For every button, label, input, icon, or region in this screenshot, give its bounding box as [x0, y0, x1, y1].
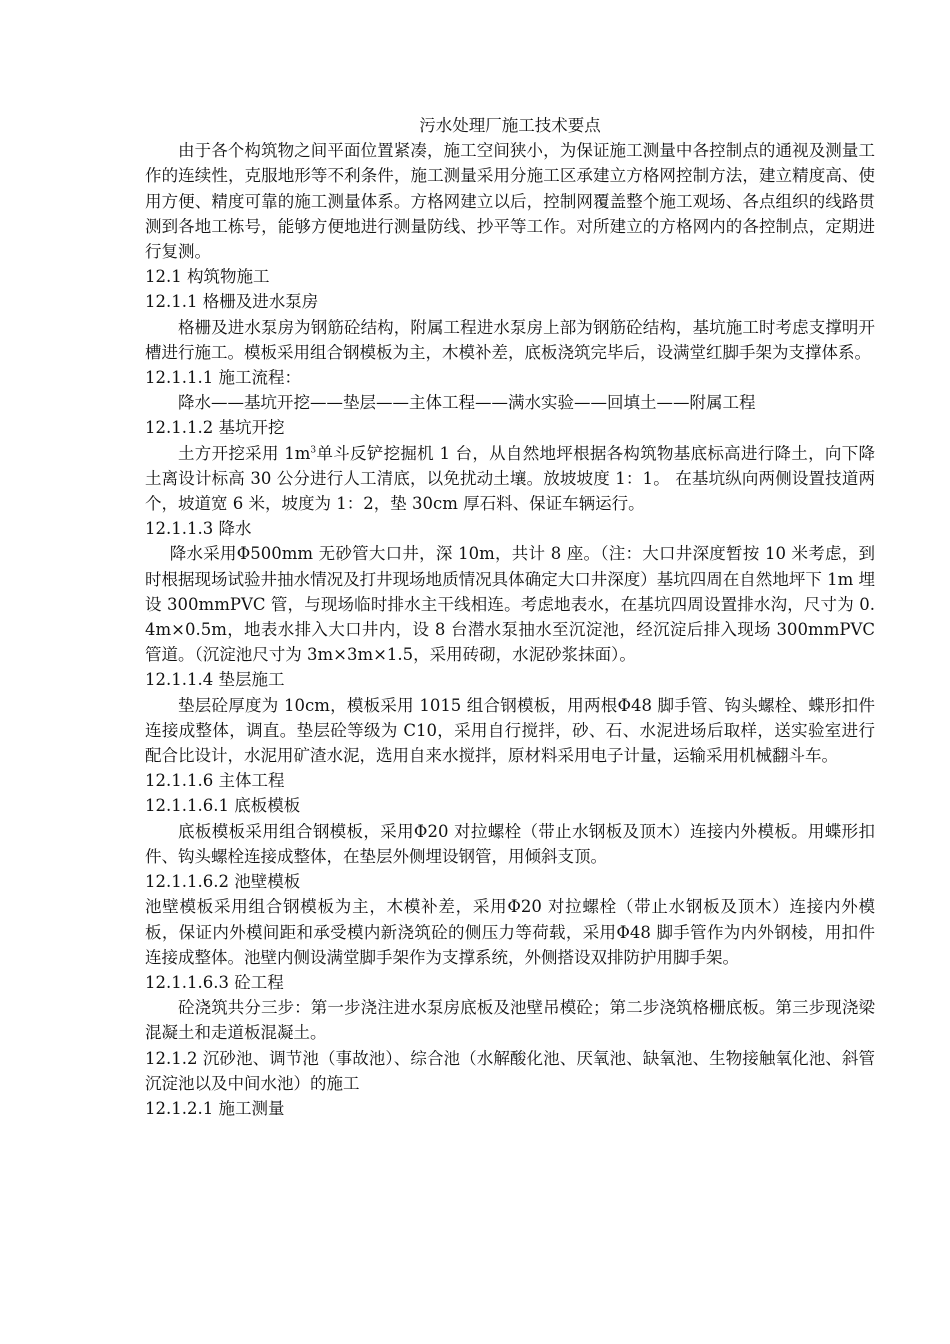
heading-12-1-1-6-3: 12.1.1.6.3 砼工程	[145, 972, 284, 992]
heading-12-1-1-6-2: 12.1.1.6.2 池壁模板	[145, 872, 301, 892]
heading-12-1-2-1: 12.1.2.1 施工测量	[145, 1098, 285, 1118]
heading-12-1-1-1: 12.1.1.1 施工流程：	[145, 368, 301, 388]
excavation-text-start: 土方开挖采用 1m	[178, 443, 311, 463]
heading-12-1-1-2: 12.1.1.2 基坑开挖	[145, 418, 285, 438]
heading-12-1-1-6: 12.1.1.6 主体工程	[145, 771, 285, 791]
heading-12-1-1-6-1: 12.1.1.6.1 底板模板	[145, 796, 301, 816]
heading-12-1: 12.1 构筑物施工	[145, 267, 270, 287]
paragraph-12-1-1-6-2: 池壁模板采用组合钢模板为主，木模补差，采用Φ20 对拉螺栓（带止水钢板及顶木）连接内外模板，保证内外模间距和承受模内新浇筑砼的侧压力等荷载，采用Φ48 脚手管作为内外钢棱，用扣件连接成整体。池壁内侧设满堂脚手架作为支撑系统，外侧搭设双排防护用脚手架。	[145, 897, 875, 967]
paragraph-12-1-1-3: 降水采用Φ500mm 无砂管大口井，深 10m，共计 8 座。（注：大口井深度暂按 10 米考虑，到时根据现场试验井抽水情况及打井现场地质情况具体确定大口井深度）基坑四周在自然地坪下 1m 埋设 300mmPVC 管，与现场临时排水主干线相连。考虑地表水，在基坑四周设置排水沟，尺寸为 0.4m×0.5m，地表水排入大口井内，设 8 台潜水泵抽水至沉淀池，经沉淀后排入现场 300mmPVC 管道。（沉淀池尺寸为 3m×3m×1.5，采用砖砌，水泥砂浆抹面）。	[145, 544, 875, 665]
paragraph-12-1-1: 格栅及进水泵房为钢筋砼结构，附属工程进水泵房上部为钢筋砼结构，基坑施工时考虑支撑明开槽进行施工。模板采用组合钢模板为主，木模补差，底板浇筑完毕后，设满堂红脚手架为支撑体系。	[145, 317, 875, 362]
heading-12-1-1-3: 12.1.1.3 降水	[145, 519, 252, 539]
heading-12-1-1-4: 12.1.1.4 垫层施工	[145, 670, 285, 690]
document-title: 污水处理厂施工技术要点	[419, 116, 601, 135]
paragraph-12-1-1-2	[145, 441, 875, 517]
paragraph-12-1-1-4: 垫层砼厚度为 10cm，模板采用 1015 组合钢模板，用两根Φ48 脚手管、钩头螺栓、蝶形扣件连接成整体，调直。垫层砼等级为 C10，采用自行搅拌，砂、石、水泥进场后取样，送实验室进行配合比设计，水泥用矿渣水泥，选用自来水搅拌，原材料采用电子计量，运输采用机械翻斗车。	[145, 695, 875, 766]
document-page	[145, 113, 875, 1121]
intro-paragraph: 由于各个构筑物之间平面位置紧凑，施工空间狭小，为保证施工测量中各控制点的通视及测量工作的连续性，克服地形等不利条件，施工测量采用分施工区承建立方格网控制方法，建立精度高、使用方便、精度可靠的施工测量体系。方格网建立以后，控制网覆盖整个施工观场、各点组织的线路贯测到各地工栋号，能够方便地进行测量防线、抄平等工作。对所建立的方格网内的各控制点，定期进行复测。	[145, 141, 875, 262]
excavation-text-rest: 单斗反铲挖掘机 1 台，从自然地坪根据各构筑物基底标高进行降土，向下降土离设计标高 30 公分进行人工清底，以免扰动土壤。放坡坡度 1：1。 在基坑纵向两侧设置技道两个，坡道宽 6 米，坡度为 1：2，垫 30cm 厚石料、保证车辆运行。	[145, 443, 875, 514]
paragraph-12-1-1-6-3: 砼浇筑共分三步：第一步浇注进水泵房底板及池壁吊模砼；第二步浇筑格栅底板。第三步现浇梁混凝土和走道板混凝土。	[145, 998, 875, 1043]
heading-12-1-1: 12.1.1 格栅及进水泵房	[145, 292, 319, 312]
heading-12-1-2: 12.1.2 沉砂池、调节池（事故池）、综合池（水解酸化池、厌氧池、缺氧池、生物接触氧化池、斜管沉淀池以及中间水池）的施工	[145, 1048, 875, 1093]
cubic-superscript: 3	[310, 445, 317, 456]
construction-flow-line: 降水——基坑开挖——垫层——主体工程——满水实验——回填土——附属工程	[178, 393, 756, 413]
paragraph-12-1-1-6-1: 底板模板采用组合钢模板，采用Φ20 对拉螺栓（带止水钢板及顶木）连接内外模板。用蝶形扣件、钩头螺栓连接成整体，在垫层外侧埋设钢管，用倾斜支顶。	[145, 821, 875, 866]
